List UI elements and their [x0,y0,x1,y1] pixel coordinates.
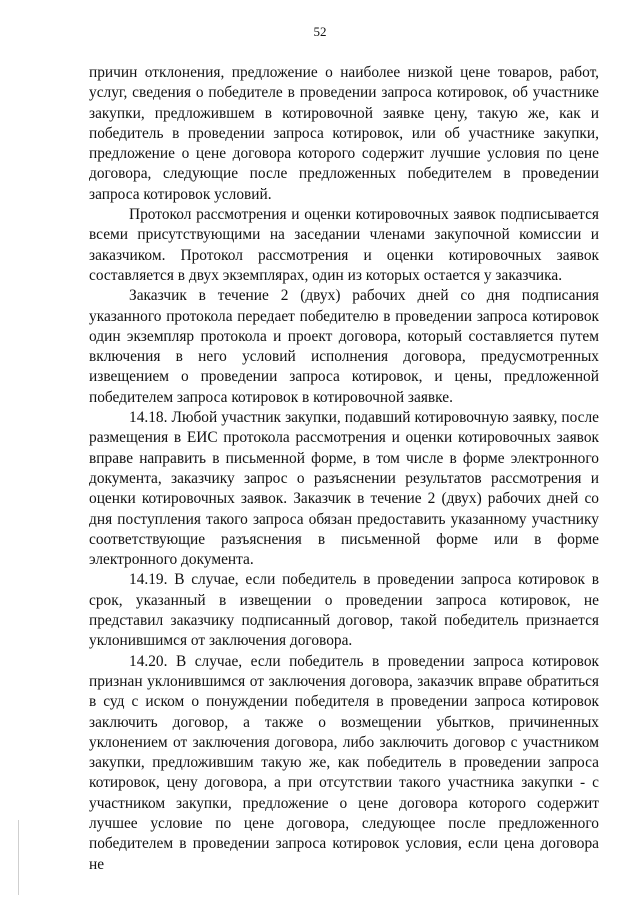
paragraph-protocol-signing: Протокол рассмотрения и оценки котировочных заявок подписывается всеми присутствующими на заседании членами закупочной комиссии и заказчиком. Протокол рассмотрения и оценки котировочных заявок составляется в двух экземплярах, один из которых остается у заказчика. [89,206,599,284]
paragraph-contract-transfer: Заказчик в течение 2 (двух) рабочих дней со дня подписания указанного протокола передает победителю в проведении запроса котировок один экземпляр протокола и проект договора, который составляется путем включения в него условий исполнения договора, предусмотренных извещением о проведении запроса котировок, и цены, предложенной победителем запроса котировок в котировочной заявке. [89,287,599,406]
scan-edge-mark [18,820,19,895]
paragraph-14-19: 14.19. В случае, если победитель в проведении запроса котировок в срок, указанный в извещении о проведении запроса котировок, не представил заказчику подписанный договор, такой победитель признается уклонившимся от заключения договора. [89,571,599,650]
page-number: 52 [313,24,327,39]
paragraph-14-20: 14.20. В случае, если победитель в проведении запроса котировок признан уклонившимся от заключения договора, заказчик вправе обратиться в суд с иском о понуждении победителя в проведении запроса котировок заключить договор, а также о возмещении убытков, причиненных уклонением от заключения договора, либо заключить договор с участником закупки, предложившим такую же, как победитель в проведении запроса котировок, цену договора, а при отсутствии такого участника закупки - с участником закупки, предложение о цене договора которого содержит лучшее условие по цене договора, следующее после предложенного победителем в проведении запроса котировок условия, если цена договора не [89,652,599,873]
document-body [89,63,599,875]
paragraph-14-18: 14.18. Любой участник закупки, подавший котировочную заявку, после размещения в ЕИС протокола рассмотрения и оценки котировочных заявок вправе направить в письменной форме, в том числе в форме электронного документа, заказчику запрос о разъяснении результатов рассмотрения и оценки котировочных заявок. Заказчик в течение 2 (двух) рабочих дней со дня поступления такого запроса обязан предоставить указанному участнику соответствующие разъяснения в письменной форме или в форме электронного документа. [89,409,599,569]
paragraph-continuation: причин отклонения, предложение о наиболее низкой цене товаров, работ, услуг, сведения о победителе в проведении запроса котировок, об участнике закупки, предложившем в котировочной заявке цену, такую же, как и победитель в проведении запроса котировок, или об участнике закупки, предложение о цене договора которого содержит лучшие условия по цене договора, следующие после предложенных победителем в проведении запроса котировок условий. [89,64,599,203]
